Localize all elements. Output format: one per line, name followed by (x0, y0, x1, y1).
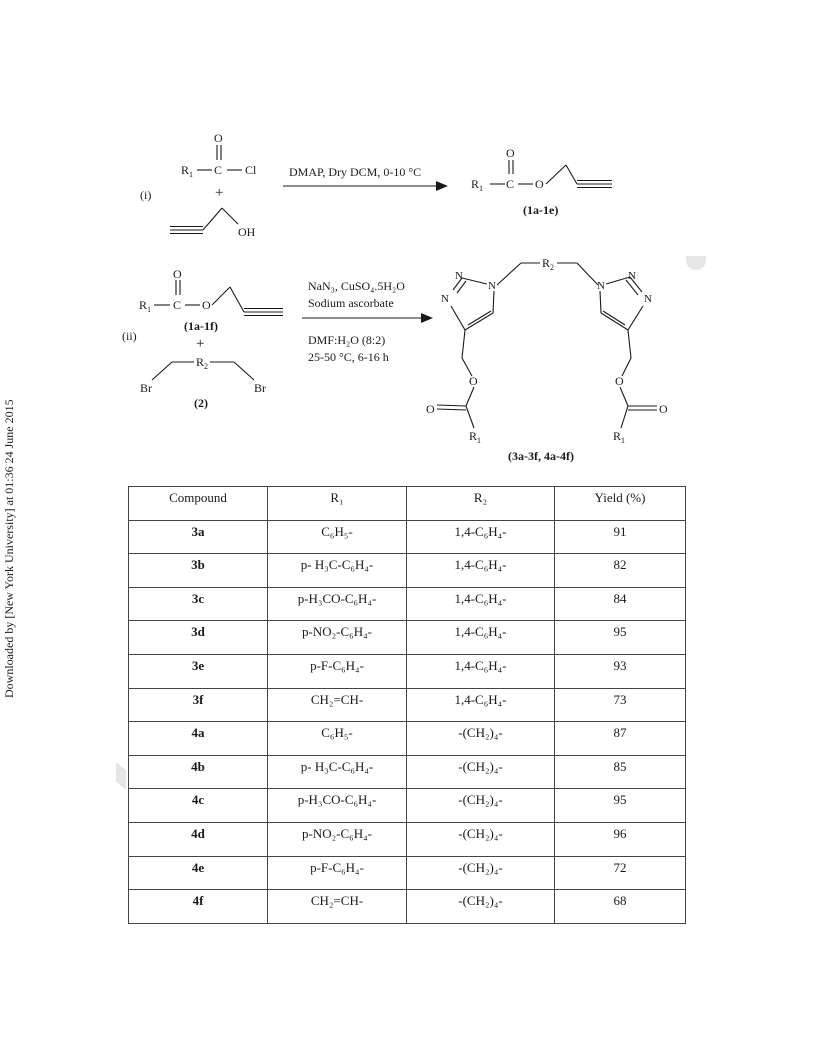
header-r1: R₁ (268, 487, 407, 521)
cell-r2: -(CH₂)₄- (407, 755, 555, 789)
cell-compound: 4f (129, 890, 268, 924)
table-row (129, 722, 686, 756)
cell-compound: 3a (129, 520, 268, 554)
cell-compound: 3d (129, 621, 268, 655)
table-row (129, 621, 686, 655)
header-r2: R₂ (407, 487, 555, 521)
cell-r1: p-NO₂-C₆H₄- (268, 621, 407, 655)
header-compound: Compound (129, 487, 268, 521)
cell-yield: 95 (555, 789, 686, 823)
step-i-label: (i) (140, 188, 152, 202)
table-row (129, 755, 686, 789)
condition-ii-line1: NaN₃, CuSO₄.5H₂O (308, 279, 405, 293)
table-row (129, 822, 686, 856)
cell-r1: p-F-C₆H₄- (268, 856, 407, 890)
dibromide-r2-label: $R_2$ (196, 355, 209, 371)
cell-r2: 1,4-C₆H₄- (407, 621, 555, 655)
cell-r1: C₆H₅- (268, 520, 407, 554)
cell-r2: -(CH₂)₄- (407, 822, 555, 856)
condition-ii-line3: DMF:H₂O (8:2) (308, 333, 386, 347)
reaction-scheme (0, 0, 816, 470)
left-carbonyl-oxygen: O (426, 402, 435, 416)
left-triazole-n2: N (441, 293, 449, 305)
carbon-label: C (214, 163, 223, 177)
yields-table (128, 486, 686, 924)
cell-r1: CH₂=CH- (268, 688, 407, 722)
product-r2-label: $R_2$ (542, 256, 555, 272)
product-carbon-label: C (506, 177, 515, 191)
product-ester-oxygen: O (535, 177, 544, 191)
cell-r1: p-H₃CO-C₆H₄- (268, 587, 407, 621)
cell-r2: -(CH₂)₄- (407, 856, 555, 890)
decorative-mark (116, 762, 126, 790)
cell-yield: 73 (555, 688, 686, 722)
bromine-left: Br (140, 381, 152, 395)
table-row (129, 554, 686, 588)
cell-compound: 4c (129, 789, 268, 823)
oxygen-label: O (214, 131, 223, 145)
cell-yield: 93 (555, 654, 686, 688)
cell-yield: 95 (555, 621, 686, 655)
cell-compound: 3c (129, 587, 268, 621)
compound-2-label: (2) (194, 396, 208, 410)
plus-sign-ii: + (196, 336, 205, 352)
cell-compound: 4d (129, 822, 268, 856)
cell-r2: 1,4-C₆H₄- (407, 688, 555, 722)
condition-i: DMAP, Dry DCM, 0-10 °C (289, 165, 422, 179)
cell-r2: 1,4-C₆H₄- (407, 554, 555, 588)
bromine-right: Br (254, 381, 266, 395)
left-ester-oxygen: O (469, 374, 478, 388)
table-row (129, 587, 686, 621)
cell-r2: -(CH₂)₄- (407, 890, 555, 924)
left-triazole-n1: N (488, 280, 496, 292)
table-row (129, 890, 686, 924)
right-triazole-n1: N (597, 280, 605, 292)
cell-compound: 4e (129, 856, 268, 890)
header-yield: Yield (%) (555, 487, 686, 521)
cell-compound: 4a (129, 722, 268, 756)
cell-yield: 68 (555, 890, 686, 924)
table-row (129, 789, 686, 823)
cell-r1: p- H₃C-C₆H₄- (268, 554, 407, 588)
plus-sign: + (215, 185, 224, 201)
cell-r1: CH₂=CH- (268, 890, 407, 924)
download-watermark: Downloaded by [New York University] at 01:36 24 June 2015 (2, 399, 16, 698)
right-r1-label: $R_1$ (613, 429, 626, 445)
table-row (129, 654, 686, 688)
right-carbonyl-oxygen: O (659, 402, 668, 416)
table-row (129, 520, 686, 554)
cell-compound: 3b (129, 554, 268, 588)
cell-r1: p- H₃C-C₆H₄- (268, 755, 407, 789)
condition-ii-line4: 25-50 °C, 6-16 h (308, 350, 389, 364)
cell-yield: 91 (555, 520, 686, 554)
cell-yield: 82 (555, 554, 686, 588)
product-oxygen-label: O (506, 146, 515, 160)
right-ester-oxygen: O (615, 374, 624, 388)
table-header-row (129, 487, 686, 521)
compound-1a-1e-label: (1a-1e) (523, 203, 559, 217)
r1-label: $R_1$ (181, 163, 194, 179)
table-row (129, 688, 686, 722)
cell-compound: 3f (129, 688, 268, 722)
cell-yield: 87 (555, 722, 686, 756)
cell-yield: 85 (555, 755, 686, 789)
cell-r1: C₆H₅- (268, 722, 407, 756)
cell-r1: p-F-C₆H₄- (268, 654, 407, 688)
cell-r2: 1,4-C₆H₄- (407, 654, 555, 688)
product-r1-label: $R_1$ (471, 177, 484, 193)
cell-yield: 84 (555, 587, 686, 621)
compound-3-4-label: (3a-3f, 4a-4f) (508, 449, 574, 463)
cell-r2: -(CH₂)₄- (407, 722, 555, 756)
cell-r1: p-NO₂-C₆H₄- (268, 822, 407, 856)
left-r1-label: $R_1$ (469, 429, 482, 445)
table-row (129, 856, 686, 890)
cell-r1: p-H₃CO-C₆H₄- (268, 789, 407, 823)
cell-compound: 3e (129, 654, 268, 688)
cell-r2: 1,4-C₆H₄- (407, 587, 555, 621)
cell-r2: -(CH₂)₄- (407, 789, 555, 823)
right-triazole-n3: N (644, 293, 652, 305)
step-ii-label: (ii) (122, 329, 137, 343)
right-triazole-n2: N (628, 270, 636, 282)
ester-oxygen-label: O (173, 267, 182, 281)
cell-compound: 4b (129, 755, 268, 789)
cell-yield: 72 (555, 856, 686, 890)
ester-bridge-oxygen: O (202, 298, 211, 312)
hydroxyl-label: OH (238, 225, 256, 239)
cell-yield: 96 (555, 822, 686, 856)
cell-r2: 1,4-C₆H₄- (407, 520, 555, 554)
ester-carbon-label: C (173, 298, 182, 312)
condition-ii-line2: Sodium ascorbate (308, 296, 394, 310)
chlorine-label: Cl (245, 163, 257, 177)
left-triazole-n3: N (455, 270, 463, 282)
ester-r1-label: $R_1$ (139, 298, 152, 314)
compound-1a-1f-label: (1a-1f) (184, 319, 218, 333)
